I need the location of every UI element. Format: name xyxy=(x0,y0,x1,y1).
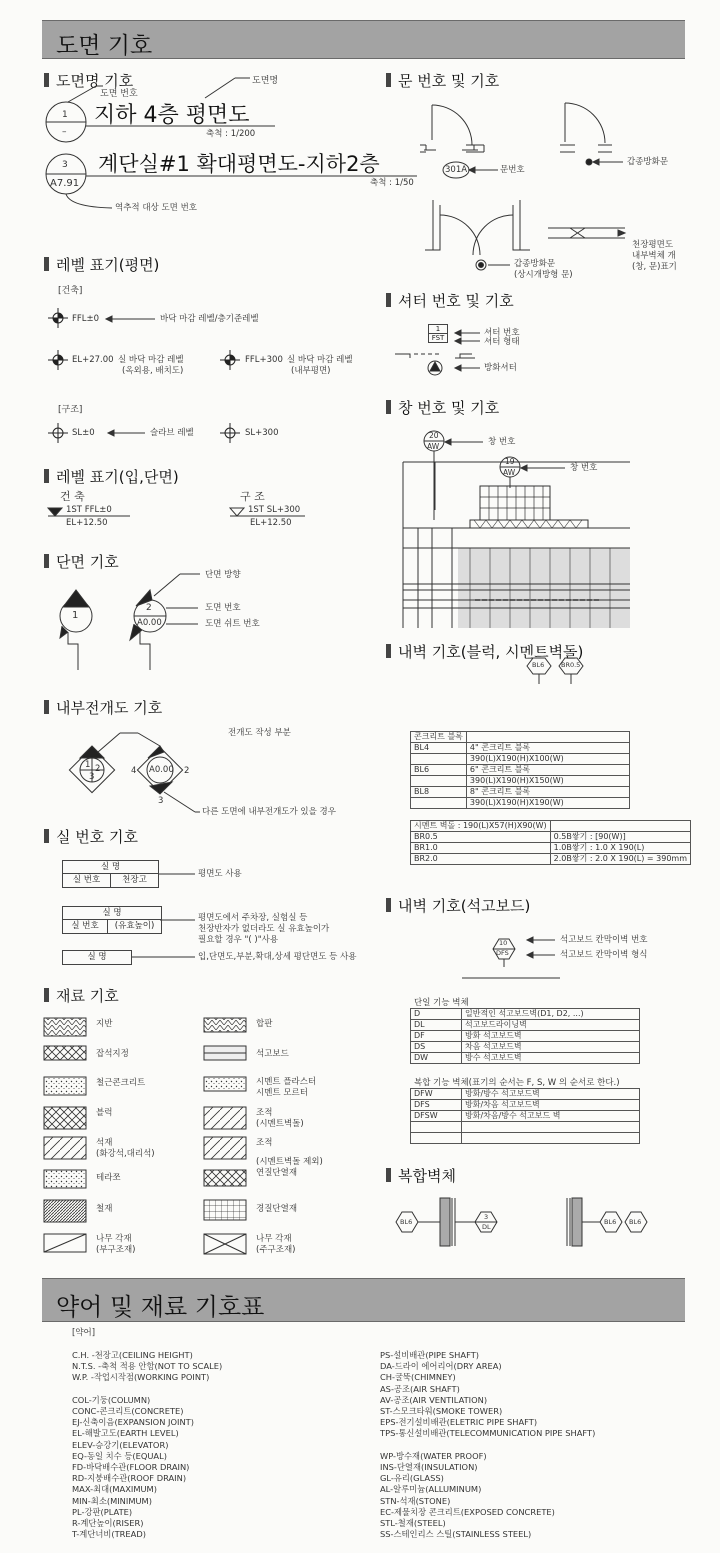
table-cell xyxy=(462,1122,640,1133)
table-cell: 2.0B쌓기 : 2.0 X 190(L) = 390mm xyxy=(550,854,690,865)
table-cell: 방화/방수 석고보드벽 xyxy=(462,1089,640,1100)
window2-type: AW xyxy=(503,468,516,477)
elev-struct-top: 1ST SL+300 xyxy=(248,505,301,515)
table-cell: 390(L)X190(H)X150(W) xyxy=(466,776,629,787)
table-cell xyxy=(411,754,467,765)
table-cell xyxy=(462,1133,640,1144)
shutter-type-label: 셔터 형태 xyxy=(484,337,520,347)
interior-other: 다른 도면에 내부전개도가 있을 경우 xyxy=(202,807,336,817)
mat-15: 경질단열재 xyxy=(256,1204,298,1214)
bottom-banner-title: 약어 및 재료 기호표 xyxy=(56,1293,265,1321)
interior-n3: 3 xyxy=(158,796,164,806)
elev-struct: 구 조 xyxy=(240,490,265,503)
heading-level-plan: 레벨 표기(평면) xyxy=(44,254,159,275)
level-el-desc1: 실 바닥 마감 레벨 xyxy=(118,355,184,365)
table-row xyxy=(411,1100,640,1111)
brick-table xyxy=(410,820,691,865)
section-c2: 2 xyxy=(146,603,152,613)
shutter-fire: 방화셔터 xyxy=(484,363,517,373)
door-ceil2: 내부벽체 개 xyxy=(632,251,676,261)
shutter-no: 1 xyxy=(429,325,447,334)
table-row xyxy=(411,832,691,843)
circle1-ref: – xyxy=(62,127,67,137)
level-sl300: SL+300 xyxy=(245,428,279,438)
table-row xyxy=(411,765,630,776)
mat-8a: 나무 각재 xyxy=(96,1234,132,1244)
table-cell: 시멘트 벽돌 : 190(L)X57(H)X90(W) xyxy=(411,821,551,832)
heading-composite: 복합벽체 xyxy=(386,1165,456,1186)
table-cell: 1.0B쌓기 : 1.0 X 190(L) xyxy=(550,843,690,854)
table-row xyxy=(411,732,630,743)
heading-section: 단면 기호 xyxy=(44,551,119,572)
top-banner-title: 도면 기호 xyxy=(56,33,153,59)
table-cell: BL4 xyxy=(411,743,467,754)
room3-desc: 입,단면도,부분,확대,상세 평단면도 등 사용 xyxy=(198,952,357,962)
mat-5b: (화강석,대리석) xyxy=(96,1149,155,1159)
table-cell: 일반적인 석고보드벽(D1, D2, ...) xyxy=(462,1009,640,1020)
abbr-right: PS-설비배관(PIPE SHAFT) DA-드라이 에어리어(DRY AREA) CH-굴뚝(CHIMNEY) AS-공조(AIR SHAFT) AV-공조(AIR VENTILATION) ST-스모크타워(SMOKE TOWER) EPS-전기설비배관(ELETRIC PIPE SHAFT) TPS-통신설비배관(TELECOMMUNICATION PIPE SHAFT) WP-방수재(WATER PROOF) INS-단열재(INSULATION) GL-유리(GLASS) AL-알루미늄(ALLUMINUM) STN-석재(STONE) EC-제물치장 콘크리트(EXPOSED CONCRETE) STL-철재(STEEL) SS-스테인리스 스틸(STAINLESS STEEL) xyxy=(380,1350,596,1540)
mat-4: 블럭 xyxy=(96,1108,113,1118)
mat-13a: 조적 xyxy=(256,1138,273,1148)
table-cell: 390(L)X190(H)X190(W) xyxy=(466,798,629,809)
level-ffl: FFL±0 xyxy=(72,314,100,324)
title-b4-plan: 지하 4층 평면도 xyxy=(94,103,250,128)
table-cell xyxy=(411,1122,462,1133)
interior-n2: 2 xyxy=(184,766,190,776)
mat-13b: (시멘트벽돌 제외) xyxy=(256,1157,323,1167)
table-row xyxy=(411,1089,640,1100)
room2-desc2: 천장반자가 없더라도 실 유효높이가 xyxy=(198,924,330,934)
heading-wall-gypsum: 내벽 기호(석고보드) xyxy=(386,895,530,916)
level-ffl300: FFL+300 xyxy=(245,355,283,365)
comp-tag-b-type: DL xyxy=(482,1223,491,1231)
table-cell: DFS xyxy=(411,1100,462,1111)
heading-room: 실 번호 기호 xyxy=(44,826,138,847)
comp-tag-d: BL6 xyxy=(629,1218,642,1226)
table-row xyxy=(411,754,630,765)
room1-height: 천장고 xyxy=(122,875,147,885)
elev-arch-top: 1ST FFL±0 xyxy=(66,505,112,515)
mat-6: 테라쪼 xyxy=(96,1173,121,1183)
door-fire-b2: (상시개방형 문) xyxy=(514,270,573,280)
section-sheet-label: 도면 쉬트 번호 xyxy=(205,619,260,629)
wall-tag1: BL6 xyxy=(532,661,545,669)
door-fire-b1: 갑종방화문 xyxy=(514,259,556,269)
mat-12b: (시멘트벽돌) xyxy=(256,1119,304,1129)
elev-arch-bot: EL+12.50 xyxy=(66,518,108,528)
room2-name: 실 명 xyxy=(63,907,161,920)
room2-desc3: 필요할 경우 "( )"사용 xyxy=(198,935,279,945)
level-sl-desc: 슬라브 레벨 xyxy=(150,428,194,438)
title-stair-plan: 계단실#1 확대평면도-지하2층 xyxy=(98,152,380,176)
mat-2: 잡석지정 xyxy=(96,1049,129,1059)
circle2-no: 3 xyxy=(62,160,68,170)
multi-title: 복합 기능 벽체(표기의 순서는 F, S, W 의 순서로 한다.) xyxy=(414,1078,620,1088)
table-cell: 방화/차음/방수 석고보드 벽 xyxy=(462,1111,640,1122)
table-cell: 6" 콘크리트 블록 xyxy=(466,765,629,776)
level-ffl300-desc2: (내부평면) xyxy=(291,366,331,376)
level-el: EL+27.00 xyxy=(72,355,114,365)
table-row xyxy=(411,854,691,865)
room3-name: 실 명 xyxy=(87,952,107,962)
table-cell: 콘크리트 블록 xyxy=(411,732,467,743)
level-ffl300-desc1: 실 바닥 마감 레벨 xyxy=(287,355,353,365)
mat-16a: 나무 각재 xyxy=(256,1234,292,1244)
mat-8b: (부구조재) xyxy=(96,1245,136,1255)
window2-label: 창 번호 xyxy=(570,463,598,473)
abbr-label: [약어] xyxy=(72,1328,96,1338)
scale2: 축척 : 1/50 xyxy=(370,178,414,188)
heading-window: 창 번호 및 기호 xyxy=(386,397,499,418)
window1-no: 20 xyxy=(429,431,439,440)
section-c2-ref: A0.00 xyxy=(137,618,162,628)
gypsum-tag-no: 10 xyxy=(499,939,508,947)
mat-12a: 조적 xyxy=(256,1108,273,1118)
table-cell: 4" 콘크리트 블록 xyxy=(466,743,629,754)
window2-no: 19 xyxy=(505,457,515,466)
level-sl: SL±0 xyxy=(72,428,95,438)
door-ceil3: (창, 문)표기 xyxy=(632,262,677,272)
table-cell xyxy=(466,732,629,743)
interior-d1c: 3 xyxy=(89,772,95,782)
window1-type: AW xyxy=(427,442,440,451)
mat-16b: (주구조재) xyxy=(256,1245,296,1255)
heading-drawing-name: 도면명 기호 xyxy=(44,70,133,91)
circle2-ref: A7.91 xyxy=(50,178,80,189)
table-cell: DW xyxy=(411,1053,462,1064)
table-cell: DFW xyxy=(411,1089,462,1100)
heading-material: 재료 기호 xyxy=(44,985,119,1006)
table-cell: DS xyxy=(411,1042,462,1053)
table-row xyxy=(411,843,691,854)
gypsum-no-label: 석고보드 칸막이벽 번호 xyxy=(560,935,648,945)
table-cell: 0.5B쌓기 : [90(W)] xyxy=(550,832,690,843)
table-cell: 방화 석고보드벽 xyxy=(462,1031,640,1042)
interior-d2: A0.00 xyxy=(149,765,174,775)
comp-tag-c: BL6 xyxy=(604,1218,617,1226)
shutter-no-label: 셔터 번호 xyxy=(484,328,520,338)
elev-struct-bot: EL+12.50 xyxy=(250,518,292,528)
block-table xyxy=(410,731,630,809)
section-direction: 단면 방향 xyxy=(205,570,241,580)
level-arch-label: [건축] xyxy=(58,286,83,296)
section-c1: 1 xyxy=(72,610,79,621)
table-cell: D xyxy=(411,1009,462,1020)
circle1-no: 1 xyxy=(62,110,68,120)
table-row xyxy=(411,1133,640,1144)
interior-area: 전개도 작성 부분 xyxy=(228,728,291,738)
table-row xyxy=(411,743,630,754)
table-cell xyxy=(411,798,467,809)
window1-label: 창 번호 xyxy=(488,437,516,447)
shutter-type: FST xyxy=(431,334,445,342)
room2-height: (유효높이) xyxy=(114,921,155,931)
table-cell: DFSW xyxy=(411,1111,462,1122)
table-row xyxy=(411,1031,640,1042)
level-el-desc2: (옥외용, 배치도) xyxy=(122,366,184,376)
table-cell: BL8 xyxy=(411,787,467,798)
table-row xyxy=(411,1053,640,1064)
multi-table xyxy=(410,1088,640,1144)
mat-10: 석고보드 xyxy=(256,1049,289,1059)
heading-wall-block: 내벽 기호(블럭, 시멘트벽돌) xyxy=(386,641,583,662)
table-row xyxy=(411,1122,640,1133)
room1-name: 실 명 xyxy=(63,861,158,874)
heading-interior: 내부전개도 기호 xyxy=(44,697,162,718)
table-cell: 차음 석고보드벽 xyxy=(462,1042,640,1053)
table-cell: DL xyxy=(411,1020,462,1031)
table-cell: BL6 xyxy=(411,765,467,776)
gypsum-tag-type: DFS xyxy=(496,949,509,957)
table-row xyxy=(411,1009,640,1020)
mat-7: 철재 xyxy=(96,1204,113,1214)
ref-note: 역추적 대상 도면 번호 xyxy=(115,203,198,213)
table-cell: 8" 콘크리트 블록 xyxy=(466,787,629,798)
interior-d1a: 1 xyxy=(85,760,91,770)
table-cell xyxy=(411,776,467,787)
single-title: 단일 기능 벽체 xyxy=(414,998,469,1008)
level-ffl-desc: 바닥 마감 레벨/층기준레벨 xyxy=(160,314,259,324)
mat-3: 철근콘크리트 xyxy=(96,1078,146,1088)
room2-desc1: 평면도에서 주차장, 실험실 등 xyxy=(198,913,308,923)
elev-arch: 건 축 xyxy=(60,490,85,503)
table-cell xyxy=(550,821,690,832)
heading-door: 문 번호 및 기호 xyxy=(386,70,499,91)
scale1: 축척 : 1/200 xyxy=(206,129,256,139)
interior-n4: 4 xyxy=(131,766,137,776)
table-row xyxy=(411,798,630,809)
door-ceil1: 천장평면도 xyxy=(632,240,674,250)
mat-14: 연질단열재 xyxy=(256,1168,298,1178)
mat-5a: 석재 xyxy=(96,1138,113,1148)
single-table xyxy=(410,1008,640,1064)
table-cell: BR1.0 xyxy=(411,843,551,854)
door-fire-a: 갑종방화문 xyxy=(627,157,669,167)
shutter-tag xyxy=(428,324,448,343)
label-drawing-name: 도면명 xyxy=(252,76,279,86)
heading-shutter: 셔터 번호 및 기호 xyxy=(386,290,514,311)
table-row xyxy=(411,776,630,787)
table-cell: 390(L)X190(H)X100(W) xyxy=(466,754,629,765)
interior-d1b: 2 xyxy=(95,764,101,774)
wall-tag2: BR0.5 xyxy=(561,661,581,669)
mat-9: 합판 xyxy=(256,1019,273,1029)
table-cell xyxy=(411,1133,462,1144)
door-no: 301A xyxy=(445,165,468,175)
level-struct-label: [구조] xyxy=(58,405,83,415)
section-no-label: 도면 번호 xyxy=(205,603,241,613)
heading-level-elev: 레벨 표기(입,단면) xyxy=(44,466,179,487)
mat-1: 지반 xyxy=(96,1019,113,1029)
room2-no: 실 번호 xyxy=(63,920,108,933)
table-cell: 방화/차음 석고보드벽 xyxy=(462,1100,640,1111)
table-row xyxy=(411,787,630,798)
table-cell: DF xyxy=(411,1031,462,1042)
table-cell: 석고보드라이닝벽 xyxy=(462,1020,640,1031)
room1-desc: 평면도 사용 xyxy=(198,869,242,879)
table-row xyxy=(411,821,691,832)
table-row xyxy=(411,1020,640,1031)
table-cell: BR0.5 xyxy=(411,832,551,843)
gypsum-type-label: 석고보드 칸막이벽 형식 xyxy=(560,950,648,960)
door-no-label: 문번호 xyxy=(500,165,525,175)
comp-tag-a: BL6 xyxy=(400,1218,413,1226)
table-row xyxy=(411,1042,640,1053)
table-cell: 방수 석고보드벽 xyxy=(462,1053,640,1064)
mat-11b: 시멘트 모르터 xyxy=(256,1088,308,1098)
label-drawing-no: 도면 번호 xyxy=(100,89,138,99)
table-row xyxy=(411,1111,640,1122)
abbr-left: C.H. -천장고(CEILING HEIGHT) N.T.S. -축척 적용 안함(NOT TO SCALE) W.P. -작업시작점(WORKING POINT) COL-기둥(COLUMN) CONC-콘크리트(CONCRETE) EJ-신축이음(EXPANSION JOINT) EL-해발고도(EARTH LEVEL) ELEV-승강기(ELEVATOR) EQ-동일 치수 등(EQUAL) FD-바닥배수관(FLOOR DRAIN) RD-지붕배수관(ROOF DRAIN) MAX-최대(MAXIMUM) MIN-최소(MINIMUM) PL-강판(PLATE) R-계단높이(RISER) T-계단너비(TREAD) xyxy=(72,1350,223,1540)
comp-tag-b-no: 3 xyxy=(484,1213,489,1221)
table-cell: BR2.0 xyxy=(411,854,551,865)
room1-no: 실 번호 xyxy=(63,874,111,887)
mat-11a: 시멘트 플라스터 xyxy=(256,1077,317,1087)
